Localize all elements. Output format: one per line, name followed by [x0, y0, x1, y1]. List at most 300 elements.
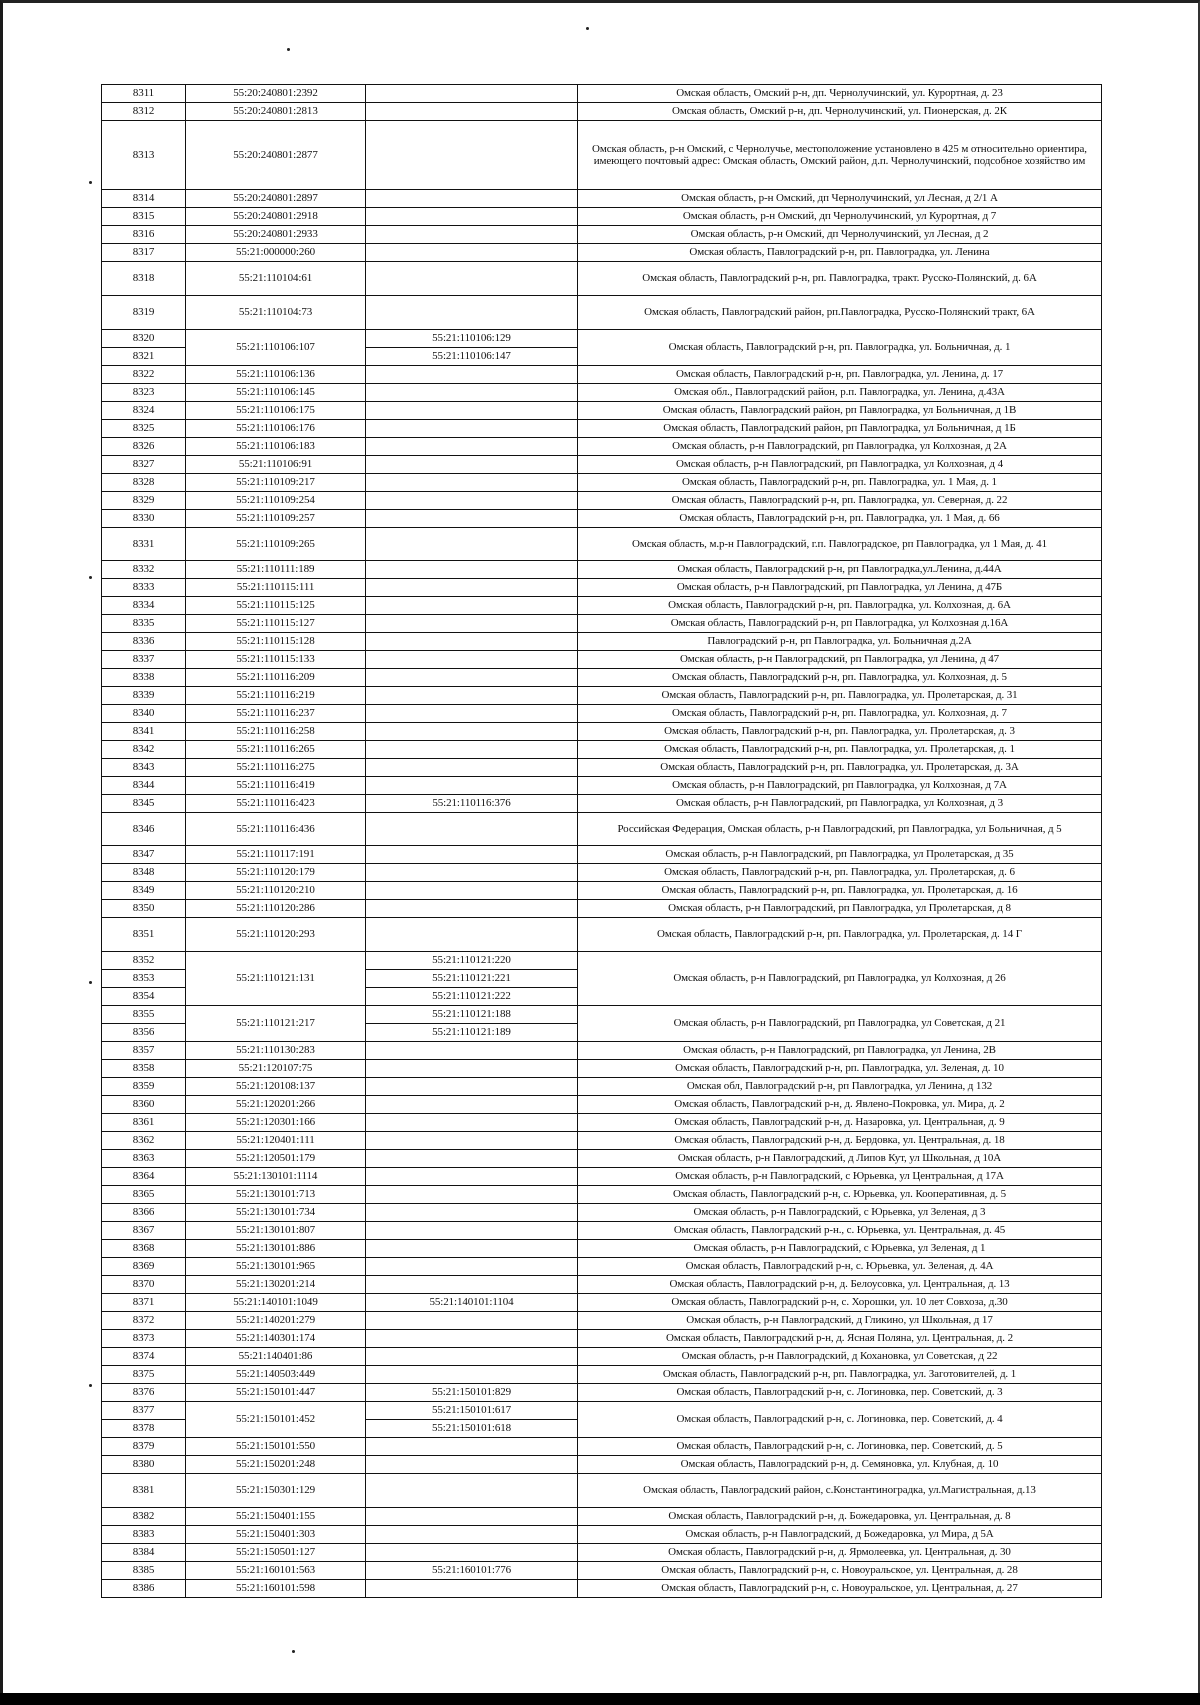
table-row	[102, 669, 1102, 687]
row-number-cell: 8370	[102, 1276, 186, 1294]
table-row	[102, 723, 1102, 741]
cadastral-number-cell: 55:21:150101:447	[186, 1384, 366, 1402]
row-number-cell: 8315	[102, 208, 186, 226]
table-row	[102, 1276, 1102, 1294]
table-row	[102, 561, 1102, 579]
table-row	[102, 1330, 1102, 1348]
cadastral-number-cell: 55:21:120301:166	[186, 1114, 366, 1132]
table-row	[102, 1402, 1102, 1420]
row-number-cell: 8377	[102, 1402, 186, 1420]
table-row	[102, 615, 1102, 633]
cadastral-number-cell: 55:21:130201:214	[186, 1276, 366, 1294]
address-cell: Омская область, Павлоградский район, рп Павлоградка, ул Больничная, д 1В	[578, 402, 1102, 420]
table-row	[102, 597, 1102, 615]
table-row	[102, 1384, 1102, 1402]
table-row	[102, 1240, 1102, 1258]
address-cell: Омская область, Павлоградский р-н, с. Новоуральское, ул. Центральная, д. 27	[578, 1580, 1102, 1598]
row-number-cell: 8371	[102, 1294, 186, 1312]
table-row	[102, 492, 1102, 510]
address-cell: Омская область, Павлоградский р-н, рп. Павлоградка, ул. Колхозная, д. 5	[578, 669, 1102, 687]
row-number-cell: 8320	[102, 330, 186, 348]
row-number-cell: 8321	[102, 348, 186, 366]
address-cell: Омская область, Павлоградский р-н, рп. Павлоградка, ул. Ленина, д. 17	[578, 366, 1102, 384]
linked-cadastral-cell	[366, 103, 578, 121]
address-cell: Омская область, р-н Павлоградский, с Юрьевка, ул Зеленая, д 3	[578, 1204, 1102, 1222]
row-number-cell: 8362	[102, 1132, 186, 1150]
table-row	[102, 1078, 1102, 1096]
linked-cadastral-cell	[366, 1186, 578, 1204]
row-number-cell: 8384	[102, 1544, 186, 1562]
address-cell: Омская область, Павлоградский р-н, рп. Павлоградка, ул. Зеленая, д. 10	[578, 1060, 1102, 1078]
table-row	[102, 918, 1102, 952]
cadastral-number-cell: 55:21:110116:275	[186, 759, 366, 777]
row-number-cell: 8344	[102, 777, 186, 795]
table-row	[102, 1312, 1102, 1330]
row-number-cell: 8361	[102, 1114, 186, 1132]
cadastral-number-cell: 55:21:110115:133	[186, 651, 366, 669]
address-cell: Омская область, р-н Павлоградский, д Липов Кут, ул Школьная, д 10А	[578, 1150, 1102, 1168]
table-row	[102, 1438, 1102, 1456]
linked-cadastral-cell	[366, 1366, 578, 1384]
cadastral-number-cell: 55:21:110121:217	[186, 1006, 366, 1042]
table-row	[102, 402, 1102, 420]
cadastral-number-cell: 55:21:130101:734	[186, 1204, 366, 1222]
linked-cadastral-cell	[366, 366, 578, 384]
linked-cadastral-cell	[366, 882, 578, 900]
address-cell: Омская область, р-н Павлоградский, рп Павлоградка, ул Ленина, д 47Б	[578, 579, 1102, 597]
cadastral-number-cell: 55:21:110115:111	[186, 579, 366, 597]
cadastral-number-cell: 55:21:110120:179	[186, 864, 366, 882]
row-number-cell: 8330	[102, 510, 186, 528]
row-number-cell: 8356	[102, 1024, 186, 1042]
table-row	[102, 510, 1102, 528]
cadastral-number-cell: 55:21:130101:886	[186, 1240, 366, 1258]
address-cell: Омская область, Павлоградский район, рп.Павлоградка, Русско-Полянский тракт, 6А	[578, 296, 1102, 330]
linked-cadastral-cell	[366, 1544, 578, 1562]
linked-cadastral-cell	[366, 1042, 578, 1060]
row-number-cell: 8376	[102, 1384, 186, 1402]
cadastral-number-cell: 55:21:130101:713	[186, 1186, 366, 1204]
linked-cadastral-cell: 55:21:110106:129	[366, 330, 578, 348]
address-cell: Омская область, Павлоградский район, с.Константиноградка, ул.Магистральная, д.13	[578, 1474, 1102, 1508]
cadastral-number-cell: 55:20:240801:2933	[186, 226, 366, 244]
table-row	[102, 103, 1102, 121]
linked-cadastral-cell	[366, 900, 578, 918]
table-row	[102, 262, 1102, 296]
linked-cadastral-cell	[366, 813, 578, 846]
row-number-cell: 8312	[102, 103, 186, 121]
row-number-cell: 8346	[102, 813, 186, 846]
row-number-cell: 8336	[102, 633, 186, 651]
cadastral-number-cell: 55:21:110106:145	[186, 384, 366, 402]
address-cell: Омская область, Павлоградский р-н, рп. Павлоградка, ул. Пролетарская, д. 31	[578, 687, 1102, 705]
linked-cadastral-cell	[366, 1330, 578, 1348]
row-number-cell: 8358	[102, 1060, 186, 1078]
cadastral-number-cell: 55:21:110116:265	[186, 741, 366, 759]
table-row	[102, 813, 1102, 846]
linked-cadastral-cell	[366, 615, 578, 633]
table-row	[102, 579, 1102, 597]
address-cell: Омская область, р-н Павлоградский, д Гликино, ул Школьная, д 17	[578, 1312, 1102, 1330]
linked-cadastral-cell	[366, 85, 578, 103]
row-number-cell: 8334	[102, 597, 186, 615]
linked-cadastral-cell	[366, 262, 578, 296]
table-row	[102, 1562, 1102, 1580]
linked-cadastral-cell: 55:21:110121:188	[366, 1006, 578, 1024]
table-row	[102, 1258, 1102, 1276]
cadastral-number-cell: 55:21:150401:155	[186, 1508, 366, 1526]
linked-cadastral-cell: 55:21:110106:147	[366, 348, 578, 366]
address-cell: Омская область, Павлоградский р-н, рп. Павлоградка, ул. 1 Мая, д. 66	[578, 510, 1102, 528]
table-row	[102, 1186, 1102, 1204]
linked-cadastral-cell	[366, 474, 578, 492]
cadastral-number-cell: 55:21:150501:127	[186, 1544, 366, 1562]
scan-speck	[89, 1384, 92, 1387]
address-cell: Омская область, р-н Павлоградский, с Юрьевка, ул Центральная, д 17А	[578, 1168, 1102, 1186]
cadastral-number-cell: 55:21:150301:129	[186, 1474, 366, 1508]
cadastral-number-cell: 55:21:120107:75	[186, 1060, 366, 1078]
address-cell: Омская область, Павлоградский район, рп Павлоградка, ул Больничная, д 1Б	[578, 420, 1102, 438]
row-number-cell: 8369	[102, 1258, 186, 1276]
row-number-cell: 8349	[102, 882, 186, 900]
address-cell: Омская область, Павлоградский р-н, с. Логиновка, пер. Советский, д. 5	[578, 1438, 1102, 1456]
linked-cadastral-cell	[366, 1508, 578, 1526]
table-row	[102, 121, 1102, 190]
table-row	[102, 1006, 1102, 1024]
table-row	[102, 1150, 1102, 1168]
table-row	[102, 85, 1102, 103]
table-row	[102, 1168, 1102, 1186]
address-cell: Омская область, р-н Павлоградский, рп Павлоградка, ул Ленина, д 47	[578, 651, 1102, 669]
row-number-cell: 8378	[102, 1420, 186, 1438]
address-cell: Омская область, р-н Павлоградский, рп Павлоградка, ул Пролетарская, д 8	[578, 900, 1102, 918]
linked-cadastral-cell	[366, 759, 578, 777]
scan-speck	[89, 576, 92, 579]
row-number-cell: 8331	[102, 528, 186, 561]
row-number-cell: 8322	[102, 366, 186, 384]
cadastral-number-cell: 55:21:120201:266	[186, 1096, 366, 1114]
linked-cadastral-cell	[366, 1580, 578, 1598]
linked-cadastral-cell: 55:21:110121:221	[366, 970, 578, 988]
linked-cadastral-cell	[366, 1258, 578, 1276]
cadastral-number-cell: 55:21:110130:283	[186, 1042, 366, 1060]
table-row	[102, 1508, 1102, 1526]
cadastral-number-cell: 55:21:110116:209	[186, 669, 366, 687]
table-row	[102, 366, 1102, 384]
linked-cadastral-cell	[366, 384, 578, 402]
address-cell: Павлоградский р-н, рп Павлоградка, ул. Больничная д.2А	[578, 633, 1102, 651]
row-number-cell: 8328	[102, 474, 186, 492]
address-cell: Омская область, Павлоградский р-н, д. Ясная Поляна, ул. Центральная, д. 2	[578, 1330, 1102, 1348]
linked-cadastral-cell	[366, 456, 578, 474]
cadastral-table	[101, 84, 1102, 1598]
table-row	[102, 1526, 1102, 1544]
linked-cadastral-cell	[366, 296, 578, 330]
linked-cadastral-cell	[366, 561, 578, 579]
row-number-cell: 8335	[102, 615, 186, 633]
address-cell: Российская Федерация, Омская область, р-н Павлоградский, рп Павлоградка, ул Больничная, д 5	[578, 813, 1102, 846]
table-row	[102, 795, 1102, 813]
table-row	[102, 1060, 1102, 1078]
row-number-cell: 8339	[102, 687, 186, 705]
scan-speck	[586, 27, 589, 30]
linked-cadastral-cell	[366, 579, 578, 597]
linked-cadastral-cell	[366, 864, 578, 882]
address-cell: Омская область, Павлоградский р-н, д. Белоусовка, ул. Центральная, д. 13	[578, 1276, 1102, 1294]
address-cell: Омская область, Павлоградский р-н, с. Новоуральское, ул. Центральная, д. 28	[578, 1562, 1102, 1580]
linked-cadastral-cell	[366, 1204, 578, 1222]
row-number-cell: 8351	[102, 918, 186, 952]
cadastral-number-cell: 55:21:110120:293	[186, 918, 366, 952]
row-number-cell: 8360	[102, 1096, 186, 1114]
cadastral-number-cell: 55:21:110106:175	[186, 402, 366, 420]
row-number-cell: 8313	[102, 121, 186, 190]
address-cell: Омская область, Павлоградский р-н., с. Юрьевка, ул. Центральная, д. 45	[578, 1222, 1102, 1240]
cadastral-number-cell: 55:21:110116:423	[186, 795, 366, 813]
row-number-cell: 8338	[102, 669, 186, 687]
row-number-cell: 8345	[102, 795, 186, 813]
row-number-cell: 8385	[102, 1562, 186, 1580]
address-cell: Омская область, Павлоградский р-н, рп. Павлоградка, ул. Пролетарская, д. 16	[578, 882, 1102, 900]
linked-cadastral-cell	[366, 723, 578, 741]
cadastral-number-cell: 55:21:110111:189	[186, 561, 366, 579]
address-cell: Омская область, р-н Павлоградский, рп Павлоградка, ул Колхозная, д 7А	[578, 777, 1102, 795]
row-number-cell: 8319	[102, 296, 186, 330]
address-cell: Омская область, Павлоградский р-н, д. Ярмолеевка, ул. Центральная, д. 30	[578, 1544, 1102, 1562]
row-number-cell: 8382	[102, 1508, 186, 1526]
row-number-cell: 8375	[102, 1366, 186, 1384]
linked-cadastral-cell	[366, 597, 578, 615]
address-cell: Омская область, р-н Омский, дп Чернолучинский, ул Курортная, д 7	[578, 208, 1102, 226]
linked-cadastral-cell	[366, 1096, 578, 1114]
address-cell: Омская область, Павлоградский р-н, д. Бердовка, ул. Центральная, д. 18	[578, 1132, 1102, 1150]
table-row	[102, 190, 1102, 208]
address-cell: Омская область, Павлоградский р-н, рп. Павлоградка, ул. Пролетарская, д. 1	[578, 741, 1102, 759]
cadastral-number-cell: 55:20:240801:2813	[186, 103, 366, 121]
address-cell: Омская область, Павлоградский р-н, с. Юрьевка, ул. Кооперативная, д. 5	[578, 1186, 1102, 1204]
cadastral-number-cell: 55:21:160101:598	[186, 1580, 366, 1598]
table-row	[102, 952, 1102, 970]
table-row	[102, 633, 1102, 651]
table-row	[102, 1042, 1102, 1060]
cadastral-number-cell: 55:21:150101:452	[186, 1402, 366, 1438]
table-row	[102, 1366, 1102, 1384]
row-number-cell: 8372	[102, 1312, 186, 1330]
linked-cadastral-cell	[366, 510, 578, 528]
row-number-cell: 8332	[102, 561, 186, 579]
cadastral-number-cell: 55:20:240801:2897	[186, 190, 366, 208]
address-cell: Омская область, Павлоградский р-н, рп. Павлоградка, ул. Колхозная, д. 7	[578, 705, 1102, 723]
linked-cadastral-cell: 55:21:110121:220	[366, 952, 578, 970]
row-number-cell: 8379	[102, 1438, 186, 1456]
row-number-cell: 8359	[102, 1078, 186, 1096]
row-number-cell: 8352	[102, 952, 186, 970]
address-cell: Омская область, Павлоградский р-н, рп. Павлоградка, ул. Заготовителей, д. 1	[578, 1366, 1102, 1384]
table-row	[102, 759, 1102, 777]
cadastral-number-cell: 55:21:110109:254	[186, 492, 366, 510]
row-number-cell: 8340	[102, 705, 186, 723]
linked-cadastral-cell	[366, 1348, 578, 1366]
linked-cadastral-cell: 55:21:110116:376	[366, 795, 578, 813]
row-number-cell: 8333	[102, 579, 186, 597]
address-cell: Омская область, Павлоградский р-н, рп. Павлоградка, ул. Пролетарская, д. 3	[578, 723, 1102, 741]
row-number-cell: 8354	[102, 988, 186, 1006]
row-number-cell: 8337	[102, 651, 186, 669]
linked-cadastral-cell	[366, 777, 578, 795]
linked-cadastral-cell	[366, 1078, 578, 1096]
address-cell: Омская область, Павлоградский р-н, д. Божедаровка, ул. Центральная, д. 8	[578, 1508, 1102, 1526]
address-cell: Омская область, р-н Павлоградский, д Божедаровка, ул Мира, д 5А	[578, 1526, 1102, 1544]
linked-cadastral-cell	[366, 687, 578, 705]
table-row	[102, 330, 1102, 348]
cadastral-number-cell: 55:21:110106:91	[186, 456, 366, 474]
row-number-cell: 8350	[102, 900, 186, 918]
address-cell: Омская область, м.р-н Павлоградский, г.п. Павлоградское, рп Павлоградка, ул 1 Мая, д. 41	[578, 528, 1102, 561]
linked-cadastral-cell	[366, 669, 578, 687]
cadastral-number-cell: 55:21:110120:286	[186, 900, 366, 918]
cadastral-number-cell: 55:21:160101:563	[186, 1562, 366, 1580]
table-row	[102, 864, 1102, 882]
table-row	[102, 1580, 1102, 1598]
row-number-cell: 8326	[102, 438, 186, 456]
table-row	[102, 705, 1102, 723]
row-number-cell: 8314	[102, 190, 186, 208]
cadastral-number-cell: 55:21:000000:260	[186, 244, 366, 262]
cadastral-number-cell: 55:21:140503:449	[186, 1366, 366, 1384]
linked-cadastral-cell	[366, 1438, 578, 1456]
table-row	[102, 1456, 1102, 1474]
cadastral-number-cell: 55:21:110104:73	[186, 296, 366, 330]
linked-cadastral-cell: 55:21:110121:222	[366, 988, 578, 1006]
cadastral-number-cell: 55:21:110106:107	[186, 330, 366, 366]
row-number-cell: 8317	[102, 244, 186, 262]
linked-cadastral-cell	[366, 633, 578, 651]
row-number-cell: 8380	[102, 1456, 186, 1474]
address-cell: Омская область, Павлоградский р-н, рп. Павлоградка, ул. Пролетарская, д. 14 Г	[578, 918, 1102, 952]
table-row	[102, 687, 1102, 705]
scan-speck	[89, 981, 92, 984]
table-row	[102, 1132, 1102, 1150]
table-row	[102, 226, 1102, 244]
address-cell: Омская обл, Павлоградский р-н, рп Павлоградка, ул Ленина, д 132	[578, 1078, 1102, 1096]
linked-cadastral-cell: 55:21:140101:1104	[366, 1294, 578, 1312]
cadastral-number-cell: 55:21:110104:61	[186, 262, 366, 296]
table-row	[102, 1544, 1102, 1562]
row-number-cell: 8383	[102, 1526, 186, 1544]
scan-speck	[292, 1650, 295, 1653]
linked-cadastral-cell	[366, 651, 578, 669]
address-cell: Омская область, Павлоградский р-н, рп. Павлоградка, ул. 1 Мая, д. 1	[578, 474, 1102, 492]
cadastral-number-cell: 55:20:240801:2392	[186, 85, 366, 103]
linked-cadastral-cell	[366, 1312, 578, 1330]
table-row	[102, 456, 1102, 474]
linked-cadastral-cell	[366, 438, 578, 456]
address-cell: Омская область, Павлоградский р-н, с. Юрьевка, ул. Зеленая, д. 4А	[578, 1258, 1102, 1276]
cadastral-number-cell: 55:21:150401:303	[186, 1526, 366, 1544]
row-number-cell: 8342	[102, 741, 186, 759]
cadastral-number-cell: 55:21:110106:136	[186, 366, 366, 384]
linked-cadastral-cell	[366, 1456, 578, 1474]
linked-cadastral-cell	[366, 705, 578, 723]
linked-cadastral-cell	[366, 208, 578, 226]
table-row	[102, 1474, 1102, 1508]
row-number-cell: 8318	[102, 262, 186, 296]
cadastral-number-cell: 55:21:120501:179	[186, 1150, 366, 1168]
row-number-cell: 8367	[102, 1222, 186, 1240]
scan-bottom-edge	[0, 1693, 1200, 1705]
cadastral-number-cell: 55:21:110116:219	[186, 687, 366, 705]
linked-cadastral-cell	[366, 1526, 578, 1544]
linked-cadastral-cell	[366, 918, 578, 952]
address-cell: Омская область, р-н Омский, с Чернолучье, местоположение установлено в 425 м относительно ориентира, имеющего почтовый адрес: Омская область, Омский район, д.п. Чернолучинский, подсобное хозяйство им	[578, 121, 1102, 190]
cadastral-number-cell: 55:21:110106:183	[186, 438, 366, 456]
address-cell: Омская область, Павлоградский р-н, д. Назаровка, ул. Центральная, д. 9	[578, 1114, 1102, 1132]
cadastral-number-cell: 55:21:110115:128	[186, 633, 366, 651]
cadastral-number-cell: 55:21:140201:279	[186, 1312, 366, 1330]
cadastral-number-cell: 55:20:240801:2918	[186, 208, 366, 226]
table-row	[102, 882, 1102, 900]
address-cell: Омская область, р-н Павлоградский, рп Павлоградка, ул Колхозная, д 2А	[578, 438, 1102, 456]
linked-cadastral-cell	[366, 1132, 578, 1150]
cadastral-number-cell: 55:21:120401:111	[186, 1132, 366, 1150]
table-row	[102, 1114, 1102, 1132]
address-cell: Омская область, Павлоградский р-н, рп. Павлоградка, тракт. Русско-Полянский, д. 6А	[578, 262, 1102, 296]
address-cell: Омская область, Павлоградский р-н, д. Семяновка, ул. Клубная, д. 10	[578, 1456, 1102, 1474]
cadastral-number-cell: 55:21:110115:127	[186, 615, 366, 633]
row-number-cell: 8347	[102, 846, 186, 864]
linked-cadastral-cell	[366, 121, 578, 190]
linked-cadastral-cell	[366, 1276, 578, 1294]
address-cell: Омская область, Омский р-н, дп. Чернолучинский, ул. Пионерская, д. 2К	[578, 103, 1102, 121]
linked-cadastral-cell	[366, 190, 578, 208]
address-cell: Омская область, р-н Павлоградский, с Юрьевка, ул Зеленая, д 1	[578, 1240, 1102, 1258]
address-cell: Омская область, р-н Омский, дп Чернолучинский, ул Лесная, д 2	[578, 226, 1102, 244]
scan-speck	[89, 181, 92, 184]
row-number-cell: 8357	[102, 1042, 186, 1060]
table-row	[102, 474, 1102, 492]
address-cell: Омская область, р-н Павлоградский, рп Павлоградка, ул Колхозная, д 3	[578, 795, 1102, 813]
linked-cadastral-cell	[366, 492, 578, 510]
cadastral-number-cell: 55:21:110109:257	[186, 510, 366, 528]
row-number-cell: 8364	[102, 1168, 186, 1186]
address-cell: Омская область, р-н Омский, дп Чернолучинский, ул Лесная, д 2/1 А	[578, 190, 1102, 208]
cadastral-number-cell: 55:21:110116:419	[186, 777, 366, 795]
cadastral-number-cell: 55:21:110116:436	[186, 813, 366, 846]
cadastral-number-cell: 55:21:140401:86	[186, 1348, 366, 1366]
row-number-cell: 8329	[102, 492, 186, 510]
address-cell: Омская область, р-н Павлоградский, д Кохановка, ул Советская, д 22	[578, 1348, 1102, 1366]
row-number-cell: 8386	[102, 1580, 186, 1598]
linked-cadastral-cell	[366, 1474, 578, 1508]
table-row	[102, 528, 1102, 561]
row-number-cell: 8325	[102, 420, 186, 438]
table-row	[102, 244, 1102, 262]
cadastral-number-cell: 55:21:110116:258	[186, 723, 366, 741]
cadastral-number-cell: 55:21:130101:807	[186, 1222, 366, 1240]
scan-speck	[287, 48, 290, 51]
cadastral-number-cell: 55:21:110116:237	[186, 705, 366, 723]
table-row	[102, 420, 1102, 438]
address-cell: Омская область, р-н Павлоградский, рп Павлоградка, ул Советская, д 21	[578, 1006, 1102, 1042]
table-row	[102, 208, 1102, 226]
address-cell: Омская область, Павлоградский р-н, рп Павлоградка, ул Колхозная д.16А	[578, 615, 1102, 633]
linked-cadastral-cell: 55:21:160101:776	[366, 1562, 578, 1580]
row-number-cell: 8355	[102, 1006, 186, 1024]
table-row	[102, 438, 1102, 456]
cadastral-number-cell: 55:21:110106:176	[186, 420, 366, 438]
table-row	[102, 1222, 1102, 1240]
cadastral-number-cell: 55:21:150101:550	[186, 1438, 366, 1456]
